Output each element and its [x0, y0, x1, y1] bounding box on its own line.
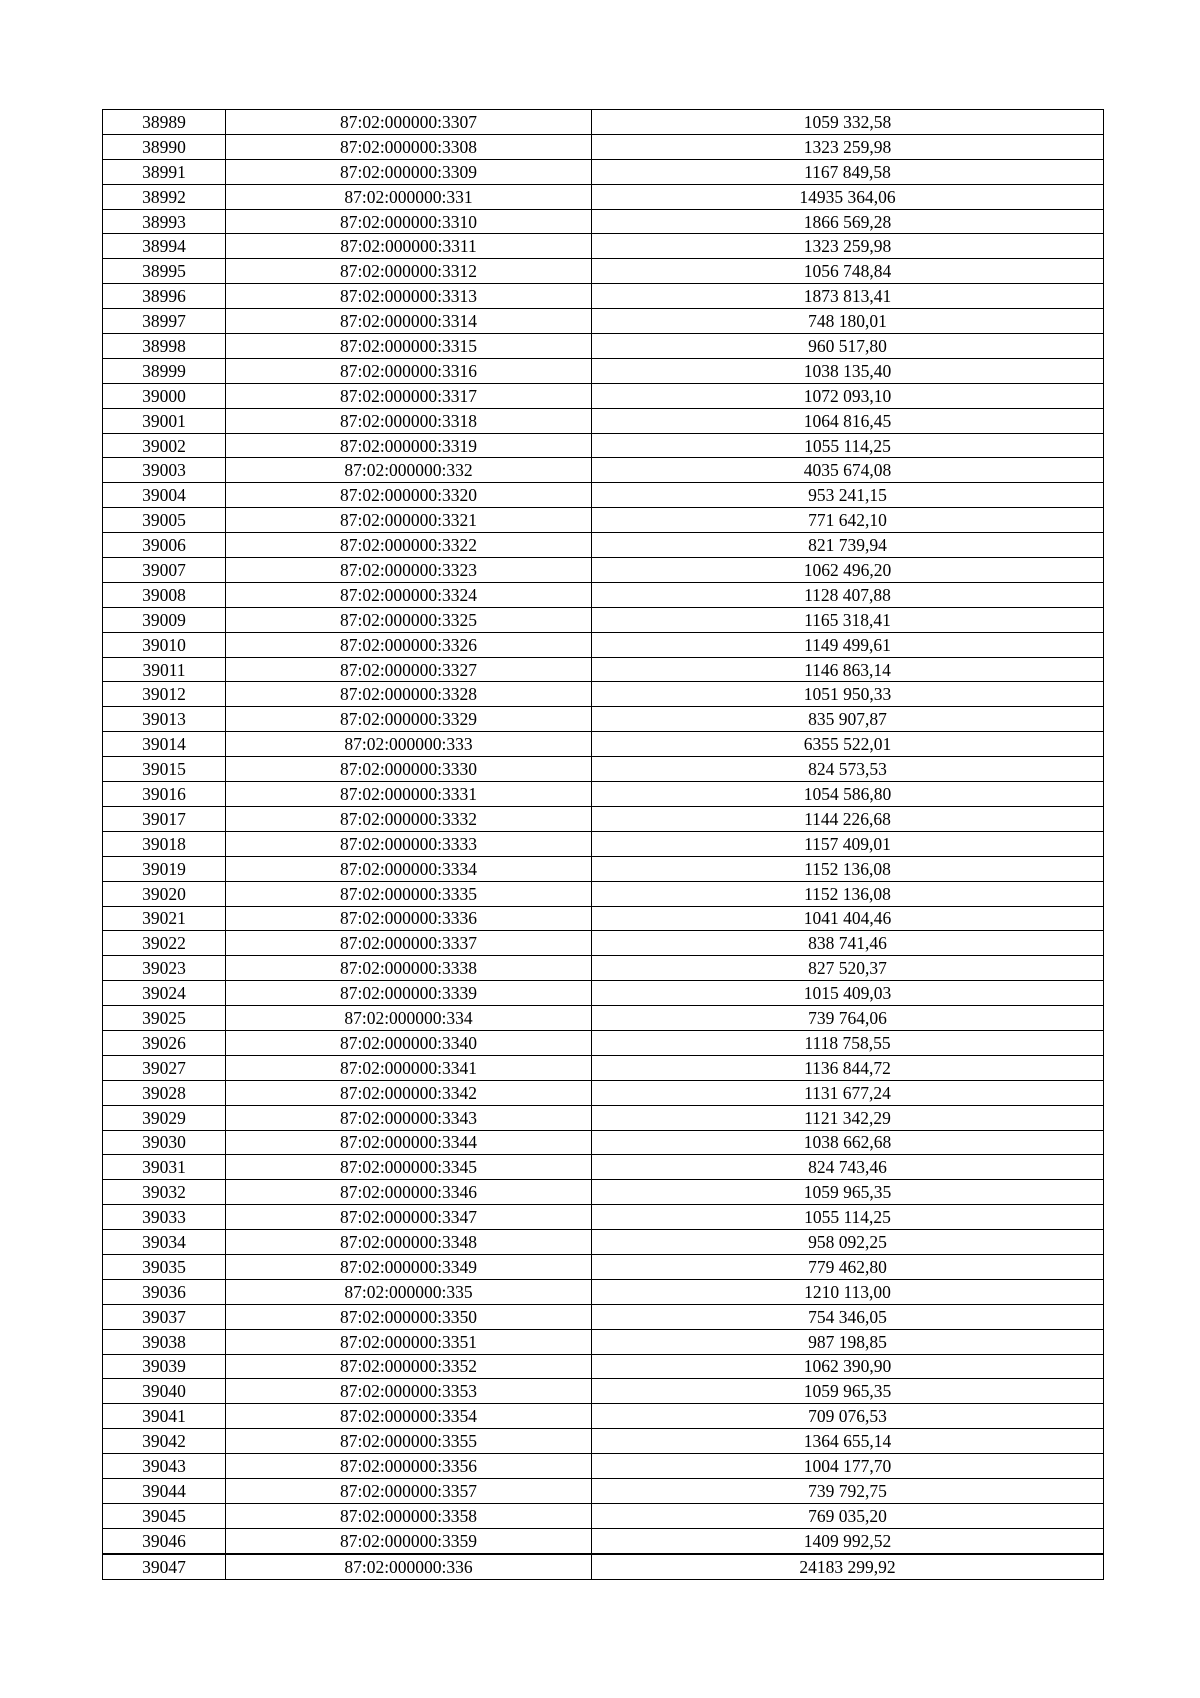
row-number-cell: 39026 [103, 1030, 226, 1055]
cadastral-value-cell: 1323 259,98 [592, 134, 1104, 159]
table-row [103, 1254, 1104, 1279]
table-row [103, 757, 1104, 782]
cadastral-number-cell: 87:02:000000:3346 [226, 1180, 592, 1205]
cadastral-number-cell: 87:02:000000:3337 [226, 931, 592, 956]
cadastral-value-cell: 1062 390,90 [592, 1354, 1104, 1379]
row-number-cell: 39036 [103, 1279, 226, 1304]
table-row [103, 657, 1104, 682]
row-number-cell: 39035 [103, 1254, 226, 1279]
row-number-cell: 38999 [103, 358, 226, 383]
cadastral-number-cell: 87:02:000000:336 [226, 1554, 592, 1579]
cadastral-value-cell: 1152 136,08 [592, 856, 1104, 881]
row-number-cell: 39032 [103, 1180, 226, 1205]
table-row [103, 981, 1104, 1006]
table-row [103, 956, 1104, 981]
cadastral-number-cell: 87:02:000000:3329 [226, 707, 592, 732]
row-number-cell: 39033 [103, 1205, 226, 1230]
cadastral-value-cell: 748 180,01 [592, 309, 1104, 334]
cadastral-value-cell: 1072 093,10 [592, 383, 1104, 408]
cadastral-number-cell: 87:02:000000:333 [226, 732, 592, 757]
cadastral-number-cell: 87:02:000000:3352 [226, 1354, 592, 1379]
table-row [103, 707, 1104, 732]
cadastral-value-cell: 1038 135,40 [592, 358, 1104, 383]
row-number-cell: 39000 [103, 383, 226, 408]
table-row [103, 234, 1104, 259]
cadastral-number-cell: 87:02:000000:3320 [226, 483, 592, 508]
table-row [103, 284, 1104, 309]
row-number-cell: 39043 [103, 1454, 226, 1479]
cadastral-value-cell: 1041 404,46 [592, 906, 1104, 931]
table-row [103, 782, 1104, 807]
row-number-cell: 39013 [103, 707, 226, 732]
row-number-cell: 39046 [103, 1528, 226, 1553]
cadastral-number-cell: 87:02:000000:3340 [226, 1030, 592, 1055]
row-number-cell: 39010 [103, 632, 226, 657]
cadastral-number-cell: 87:02:000000:3350 [226, 1304, 592, 1329]
row-number-cell: 39020 [103, 881, 226, 906]
table-row [103, 931, 1104, 956]
table-body [103, 110, 1104, 1580]
row-number-cell: 39004 [103, 483, 226, 508]
cadastral-number-cell: 87:02:000000:3323 [226, 558, 592, 583]
row-number-cell: 39014 [103, 732, 226, 757]
cadastral-value-cell: 1167 849,58 [592, 159, 1104, 184]
cadastral-value-cell: 1051 950,33 [592, 682, 1104, 707]
cadastral-value-cell: 960 517,80 [592, 334, 1104, 359]
row-number-cell: 38998 [103, 334, 226, 359]
row-number-cell: 38996 [103, 284, 226, 309]
cadastral-value-cell: 1064 816,45 [592, 408, 1104, 433]
cadastral-number-cell: 87:02:000000:3336 [226, 906, 592, 931]
cadastral-number-cell: 87:02:000000:3347 [226, 1205, 592, 1230]
cadastral-value-cell: 1055 114,25 [592, 433, 1104, 458]
cadastral-number-cell: 87:02:000000:3334 [226, 856, 592, 881]
cadastral-number-cell: 87:02:000000:3353 [226, 1379, 592, 1404]
cadastral-value-cell: 739 792,75 [592, 1478, 1104, 1503]
cadastral-number-cell: 87:02:000000:334 [226, 1006, 592, 1031]
row-number-cell: 39040 [103, 1379, 226, 1404]
cadastral-value-cell: 1136 844,72 [592, 1055, 1104, 1080]
cadastral-number-cell: 87:02:000000:3325 [226, 607, 592, 632]
cadastral-value-cell: 987 198,85 [592, 1329, 1104, 1354]
table-row [103, 831, 1104, 856]
cadastral-value-cell: 1323 259,98 [592, 234, 1104, 259]
cadastral-value-cell: 1131 677,24 [592, 1080, 1104, 1105]
row-number-cell: 39019 [103, 856, 226, 881]
table-row [103, 1055, 1104, 1080]
table-row [103, 1379, 1104, 1404]
cadastral-number-cell: 87:02:000000:3327 [226, 657, 592, 682]
row-number-cell: 39045 [103, 1503, 226, 1528]
row-number-cell: 38994 [103, 234, 226, 259]
cadastral-value-cell: 1210 113,00 [592, 1279, 1104, 1304]
cadastral-value-cell: 1149 499,61 [592, 632, 1104, 657]
table-row [103, 682, 1104, 707]
table-row [103, 582, 1104, 607]
cadastral-number-cell: 87:02:000000:3359 [226, 1528, 592, 1553]
cadastral-value-cell: 769 035,20 [592, 1503, 1104, 1528]
cadastral-value-cell: 771 642,10 [592, 508, 1104, 533]
table-row [103, 259, 1104, 284]
cadastral-value-cell: 1144 226,68 [592, 806, 1104, 831]
cadastral-value-cell: 1165 318,41 [592, 607, 1104, 632]
row-number-cell: 39003 [103, 458, 226, 483]
cadastral-value-cell: 821 739,94 [592, 533, 1104, 558]
cadastral-value-cell: 779 462,80 [592, 1254, 1104, 1279]
cadastral-value-cell: 1059 332,58 [592, 110, 1104, 135]
table-row [103, 184, 1104, 209]
row-number-cell: 39011 [103, 657, 226, 682]
cadastral-number-cell: 87:02:000000:3322 [226, 533, 592, 558]
cadastral-number-cell: 87:02:000000:3357 [226, 1478, 592, 1503]
cadastral-number-cell: 87:02:000000:3330 [226, 757, 592, 782]
cadastral-value-cell: 1062 496,20 [592, 558, 1104, 583]
cadastral-value-cell: 1055 114,25 [592, 1205, 1104, 1230]
row-number-cell: 39006 [103, 533, 226, 558]
cadastral-value-cell: 1059 965,35 [592, 1180, 1104, 1205]
row-number-cell: 39008 [103, 582, 226, 607]
table-row [103, 1404, 1104, 1429]
cadastral-value-cell: 1004 177,70 [592, 1454, 1104, 1479]
cadastral-value-cell: 1015 409,03 [592, 981, 1104, 1006]
cadastral-number-cell: 87:02:000000:3314 [226, 309, 592, 334]
row-number-cell: 39047 [103, 1554, 226, 1579]
cadastral-number-cell: 87:02:000000:3344 [226, 1130, 592, 1155]
table-row [103, 508, 1104, 533]
cadastral-number-cell: 87:02:000000:3338 [226, 956, 592, 981]
cadastral-value-cell: 958 092,25 [592, 1230, 1104, 1255]
table-row [103, 732, 1104, 757]
row-number-cell: 39023 [103, 956, 226, 981]
cadastral-number-cell: 87:02:000000:3351 [226, 1329, 592, 1354]
table-row [103, 458, 1104, 483]
table-row [103, 1080, 1104, 1105]
table-row [103, 1030, 1104, 1055]
table-row [103, 906, 1104, 931]
table-row [103, 558, 1104, 583]
row-number-cell: 39021 [103, 906, 226, 931]
cadastral-number-cell: 87:02:000000:3339 [226, 981, 592, 1006]
table-row [103, 1230, 1104, 1255]
table-row [103, 209, 1104, 234]
cadastral-value-cell: 1121 342,29 [592, 1105, 1104, 1130]
table-row [103, 607, 1104, 632]
cadastral-number-cell: 87:02:000000:3326 [226, 632, 592, 657]
cadastral-value-cell: 953 241,15 [592, 483, 1104, 508]
cadastral-value-cell: 1146 863,14 [592, 657, 1104, 682]
cadastral-number-cell: 87:02:000000:3317 [226, 383, 592, 408]
cadastral-number-cell: 87:02:000000:3331 [226, 782, 592, 807]
table-row [103, 110, 1104, 135]
cadastral-number-cell: 87:02:000000:3321 [226, 508, 592, 533]
row-number-cell: 39041 [103, 1404, 226, 1429]
table-row [103, 1354, 1104, 1379]
table-row [103, 1554, 1104, 1579]
row-number-cell: 39039 [103, 1354, 226, 1379]
table-row [103, 134, 1104, 159]
cadastral-value-cell: 1118 758,55 [592, 1030, 1104, 1055]
cadastral-value-cell: 835 907,87 [592, 707, 1104, 732]
table-row [103, 1006, 1104, 1031]
table-row [103, 358, 1104, 383]
table-row [103, 1478, 1104, 1503]
row-number-cell: 39005 [103, 508, 226, 533]
cadastral-value-cell: 1152 136,08 [592, 881, 1104, 906]
cadastral-value-cell: 14935 364,06 [592, 184, 1104, 209]
row-number-cell: 39009 [103, 607, 226, 632]
row-number-cell: 38992 [103, 184, 226, 209]
cadastral-number-cell: 87:02:000000:3348 [226, 1230, 592, 1255]
cadastral-number-cell: 87:02:000000:3355 [226, 1429, 592, 1454]
row-number-cell: 39024 [103, 981, 226, 1006]
cadastral-number-cell: 87:02:000000:3315 [226, 334, 592, 359]
row-number-cell: 39030 [103, 1130, 226, 1155]
row-number-cell: 39044 [103, 1478, 226, 1503]
cadastral-number-cell: 87:02:000000:3333 [226, 831, 592, 856]
cadastral-number-cell: 87:02:000000:3354 [226, 1404, 592, 1429]
cadastral-value-cell: 24183 299,92 [592, 1554, 1104, 1579]
table-row [103, 1304, 1104, 1329]
cadastral-value-cell: 1038 662,68 [592, 1130, 1104, 1155]
row-number-cell: 39029 [103, 1105, 226, 1130]
cadastral-value-cell: 824 743,46 [592, 1155, 1104, 1180]
cadastral-number-cell: 87:02:000000:3324 [226, 582, 592, 607]
table-row [103, 1130, 1104, 1155]
cadastral-value-cell: 1128 407,88 [592, 582, 1104, 607]
cadastral-number-cell: 87:02:000000:335 [226, 1279, 592, 1304]
row-number-cell: 39001 [103, 408, 226, 433]
table-row [103, 1180, 1104, 1205]
cadastral-value-cell: 824 573,53 [592, 757, 1104, 782]
cadastral-number-cell: 87:02:000000:3316 [226, 358, 592, 383]
cadastral-number-cell: 87:02:000000:3307 [226, 110, 592, 135]
cadastral-number-cell: 87:02:000000:3358 [226, 1503, 592, 1528]
row-number-cell: 39025 [103, 1006, 226, 1031]
table-row [103, 1429, 1104, 1454]
cadastral-number-cell: 87:02:000000:3342 [226, 1080, 592, 1105]
cadastral-value-cell: 4035 674,08 [592, 458, 1104, 483]
table-row [103, 806, 1104, 831]
cadastral-number-cell: 87:02:000000:3328 [226, 682, 592, 707]
table-row [103, 632, 1104, 657]
row-number-cell: 38990 [103, 134, 226, 159]
cadastral-number-cell: 87:02:000000:3318 [226, 408, 592, 433]
row-number-cell: 39042 [103, 1429, 226, 1454]
table-row [103, 1503, 1104, 1528]
table-row [103, 483, 1104, 508]
row-number-cell: 39015 [103, 757, 226, 782]
row-number-cell: 39012 [103, 682, 226, 707]
cadastral-value-cell: 1409 992,52 [592, 1528, 1104, 1553]
table-row [103, 433, 1104, 458]
cadastral-value-cell: 827 520,37 [592, 956, 1104, 981]
row-number-cell: 38989 [103, 110, 226, 135]
table-row [103, 1105, 1104, 1130]
row-number-cell: 38991 [103, 159, 226, 184]
row-number-cell: 39018 [103, 831, 226, 856]
cadastral-number-cell: 87:02:000000:3312 [226, 259, 592, 284]
cadastral-number-cell: 87:02:000000:3345 [226, 1155, 592, 1180]
table-row [103, 334, 1104, 359]
row-number-cell: 39017 [103, 806, 226, 831]
row-number-cell: 39007 [103, 558, 226, 583]
row-number-cell: 38997 [103, 309, 226, 334]
table-row [103, 1454, 1104, 1479]
cadastral-value-cell: 6355 522,01 [592, 732, 1104, 757]
cadastral-number-cell: 87:02:000000:331 [226, 184, 592, 209]
table-row [103, 1329, 1104, 1354]
row-number-cell: 39016 [103, 782, 226, 807]
row-number-cell: 39022 [103, 931, 226, 956]
table-row [103, 1279, 1104, 1304]
table-row [103, 383, 1104, 408]
cadastral-value-cell: 1873 813,41 [592, 284, 1104, 309]
cadastral-number-cell: 87:02:000000:3343 [226, 1105, 592, 1130]
cadastral-number-cell: 87:02:000000:3341 [226, 1055, 592, 1080]
table-row [103, 1155, 1104, 1180]
row-number-cell: 39038 [103, 1329, 226, 1354]
cadastral-value-cell: 1866 569,28 [592, 209, 1104, 234]
cadastral-number-cell: 87:02:000000:3319 [226, 433, 592, 458]
cadastral-number-cell: 87:02:000000:3308 [226, 134, 592, 159]
cadastral-number-cell: 87:02:000000:332 [226, 458, 592, 483]
row-number-cell: 38995 [103, 259, 226, 284]
table-row [103, 159, 1104, 184]
table-row [103, 533, 1104, 558]
table-row [103, 856, 1104, 881]
cadastral-number-cell: 87:02:000000:3356 [226, 1454, 592, 1479]
cadastral-value-cell: 1059 965,35 [592, 1379, 1104, 1404]
cadastral-number-cell: 87:02:000000:3309 [226, 159, 592, 184]
cadastral-number-cell: 87:02:000000:3332 [226, 806, 592, 831]
table-row [103, 881, 1104, 906]
cadastral-number-cell: 87:02:000000:3310 [226, 209, 592, 234]
cadastral-number-cell: 87:02:000000:3313 [226, 284, 592, 309]
cadastral-value-cell: 739 764,06 [592, 1006, 1104, 1031]
cadastral-value-cell: 838 741,46 [592, 931, 1104, 956]
table-row [103, 309, 1104, 334]
cadastral-number-cell: 87:02:000000:3335 [226, 881, 592, 906]
cadastral-value-cell: 754 346,05 [592, 1304, 1104, 1329]
row-number-cell: 39002 [103, 433, 226, 458]
cadastral-number-cell: 87:02:000000:3311 [226, 234, 592, 259]
table-row [103, 1205, 1104, 1230]
row-number-cell: 39031 [103, 1155, 226, 1180]
row-number-cell: 39037 [103, 1304, 226, 1329]
cadastral-value-cell: 1364 655,14 [592, 1429, 1104, 1454]
cadastral-value-cell: 1054 586,80 [592, 782, 1104, 807]
cadastral-value-cell: 709 076,53 [592, 1404, 1104, 1429]
row-number-cell: 39027 [103, 1055, 226, 1080]
cadastral-value-table [102, 109, 1104, 1580]
cadastral-value-cell: 1157 409,01 [592, 831, 1104, 856]
cadastral-value-cell: 1056 748,84 [592, 259, 1104, 284]
row-number-cell: 39028 [103, 1080, 226, 1105]
row-number-cell: 39034 [103, 1230, 226, 1255]
table-row [103, 1528, 1104, 1553]
cadastral-number-cell: 87:02:000000:3349 [226, 1254, 592, 1279]
row-number-cell: 38993 [103, 209, 226, 234]
table-row [103, 408, 1104, 433]
